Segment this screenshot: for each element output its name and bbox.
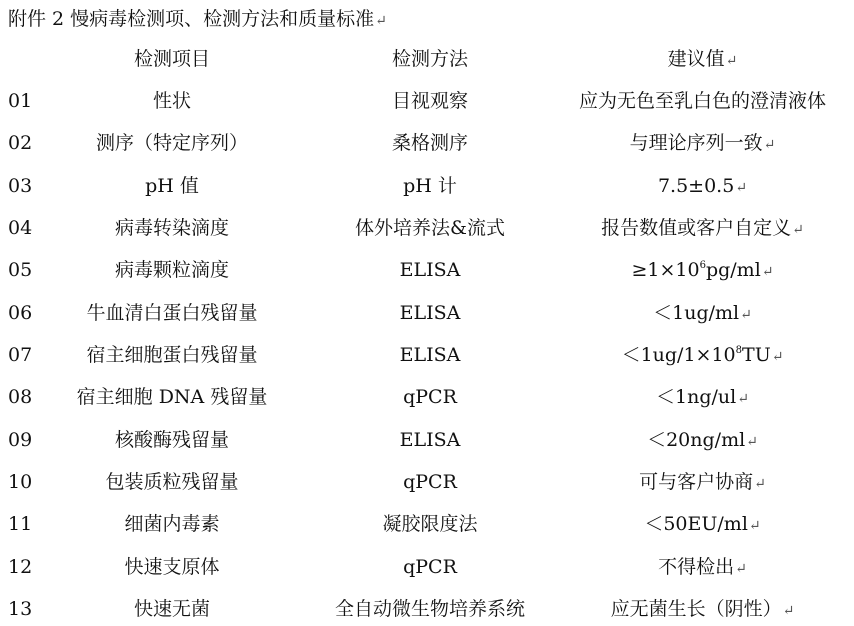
row-item: 宿主细胞 DNA 残留量 (76, 386, 268, 408)
row-value (545, 298, 854, 330)
paragraph-mark-icon: ↵ (763, 137, 776, 153)
paragraph-mark-icon: ↵ (754, 476, 766, 492)
row-number: 13 (8, 598, 33, 620)
header-method: 检测方法 (391, 48, 468, 70)
table-row (0, 509, 854, 539)
row-item: 快速无菌 (133, 598, 210, 620)
row-value-text: ＜50EU/ml (644, 513, 748, 535)
row-value-text: 不得检出 (658, 556, 735, 578)
table-row (0, 382, 854, 412)
row-item: 牛血清白蛋白残留量 (86, 302, 258, 324)
row-value (545, 552, 854, 584)
row-method: qPCR (403, 471, 457, 493)
paragraph-mark-icon: ↵ (792, 222, 804, 238)
paragraph-mark-icon: ↵ (735, 180, 748, 196)
row-number: 11 (8, 513, 33, 535)
header-item: 检测项目 (133, 48, 210, 70)
row-value-text: 可与客户协商 (639, 471, 754, 493)
row-method: ELISA (399, 302, 461, 324)
document-title-text: 附件 2 慢病毒检测项、检测方法和质量标准 (8, 8, 375, 30)
row-item: 病毒颗粒滴度 (114, 259, 229, 281)
table-row (0, 340, 854, 370)
paragraph-mark-icon: ↵ (737, 391, 749, 407)
row-number: 09 (8, 429, 33, 451)
table-row (0, 86, 854, 116)
row-method: qPCR (403, 556, 457, 578)
row-method: 桑格测序 (391, 132, 468, 154)
row-number: 10 (8, 471, 33, 493)
paragraph-mark-icon: ↵ (748, 518, 761, 534)
row-number: 02 (8, 132, 33, 154)
row-item: 性状 (152, 90, 191, 112)
row-value (545, 128, 854, 160)
paragraph-mark-icon: ↵ (375, 13, 387, 29)
row-value-text: 应为无色至乳白色的澄清液体 (578, 90, 826, 112)
row-value-text: ＜1ng/ul (656, 386, 737, 408)
row-item: 病毒转染滴度 (114, 217, 229, 239)
row-number: 07 (8, 344, 33, 366)
row-value-text: ＜1ug/ml (653, 302, 740, 324)
table-row (0, 255, 854, 285)
row-value-text: 应无菌生长（阴性） (610, 598, 782, 620)
row-item: 快速支原体 (124, 556, 220, 578)
header-value: 建议值↵ (667, 48, 738, 70)
row-number: 03 (8, 175, 33, 197)
row-value (545, 340, 854, 372)
row-value-text: 7.5±0.5 (657, 175, 735, 197)
table-header (0, 44, 854, 74)
row-value-text: 与理论序列一致 (629, 132, 763, 154)
row-number: 04 (8, 217, 33, 239)
row-method: pH 计 (403, 175, 457, 197)
paragraph-mark-icon: ↵ (782, 603, 795, 619)
table-row (0, 128, 854, 158)
paragraph-mark-icon: ↵ (725, 53, 738, 69)
row-number: 08 (8, 386, 33, 408)
row-method: 凝胶限度法 (382, 513, 478, 535)
table-row (0, 552, 854, 582)
row-item: 测序（特定序列） (95, 132, 248, 154)
row-value-exponent: 8 (735, 345, 743, 356)
row-value (545, 255, 854, 287)
row-value (545, 425, 854, 457)
table-row (0, 298, 854, 328)
row-number: 06 (8, 302, 33, 324)
row-item: 包装质粒残留量 (105, 471, 239, 493)
paragraph-mark-icon: ↵ (740, 307, 752, 323)
row-value (545, 86, 854, 116)
row-method: 目视观察 (391, 90, 468, 112)
row-value-text: ≥1×10 (631, 259, 700, 281)
row-number: 05 (8, 259, 33, 281)
paragraph-mark-icon: ↵ (771, 349, 784, 365)
row-value-text: ＜1ug/1×10 (621, 344, 736, 366)
row-number: 01 (8, 90, 33, 112)
row-value (545, 594, 854, 626)
table-row (0, 467, 854, 497)
row-value (545, 382, 854, 414)
row-value (545, 467, 854, 499)
row-value (545, 509, 854, 541)
row-item: pH 值 (145, 175, 199, 197)
row-item: 宿主细胞蛋白残留量 (86, 344, 258, 366)
row-method: 全自动微生物培养系统 (334, 598, 525, 620)
row-value (545, 171, 854, 203)
row-method: 体外培养法&流式 (355, 217, 505, 239)
row-method: qPCR (403, 386, 457, 408)
paragraph-mark-icon: ↵ (735, 561, 747, 577)
row-item: 核酸酶残留量 (114, 429, 229, 451)
row-value-text: 报告数值或客户自定义 (601, 217, 792, 239)
row-value-unit: pg/ml (705, 259, 761, 281)
row-number: 12 (8, 556, 33, 578)
row-value (545, 213, 854, 245)
document-title (8, 6, 387, 34)
row-method: ELISA (399, 259, 461, 281)
table-row (0, 213, 854, 243)
table-row (0, 171, 854, 201)
row-value-text: ＜20ng/ml (647, 429, 746, 451)
paragraph-mark-icon: ↵ (761, 264, 774, 280)
row-value-exponent: 6 (699, 260, 706, 271)
row-value-unit: TU (742, 344, 771, 366)
row-method: ELISA (399, 429, 461, 451)
row-item: 细菌内毒素 (124, 513, 220, 535)
paragraph-mark-icon: ↵ (746, 434, 758, 450)
table-row (0, 594, 854, 624)
row-method: ELISA (399, 344, 461, 366)
table-row (0, 425, 854, 455)
